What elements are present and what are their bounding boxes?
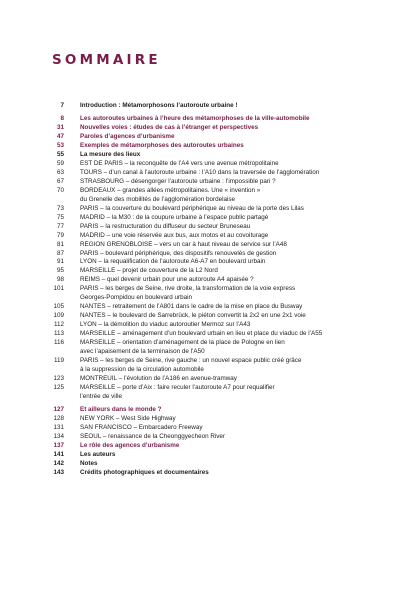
toc-page-number: 109 bbox=[53, 312, 64, 320]
toc-entry bbox=[0, 102, 418, 111]
toc-entry bbox=[0, 124, 418, 133]
toc-page-number: 53 bbox=[56, 142, 64, 150]
toc-entry bbox=[0, 169, 418, 178]
toc-page-number: 116 bbox=[53, 338, 64, 346]
toc-entry bbox=[0, 250, 418, 259]
toc-entry-title: NEW YORK – West Side Highway bbox=[80, 414, 176, 422]
toc-entry bbox=[0, 348, 418, 357]
toc-page-number: 59 bbox=[56, 160, 64, 168]
toc-page-number: 79 bbox=[56, 231, 64, 239]
toc-page-number: 119 bbox=[53, 356, 64, 364]
toc-entry-title: RÉGION GRENOBLOISE – vers un car à haut niveau de service sur l’A48 bbox=[80, 240, 287, 248]
toc-entry-title: REIMS – quel devenir urbain pour une autoroute A4 apaisée ? bbox=[80, 276, 254, 284]
toc-page-number: 67 bbox=[56, 178, 64, 185]
toc-page-number: 142 bbox=[53, 459, 64, 467]
toc-page-number: 70 bbox=[56, 186, 64, 194]
toc-page-number: 47 bbox=[56, 133, 64, 141]
toc-page-number: 75 bbox=[56, 213, 64, 221]
page-title: SOMMAIRE bbox=[52, 52, 161, 68]
toc-entry-title: PARIS – les berges de Seine, rive gauche : un nouvel espace public créé grâce bbox=[80, 356, 302, 364]
toc-entry-title: MONTREUIL – l’évolution de l’A186 en avenue-tramway bbox=[80, 374, 237, 382]
toc-entry-title: STRASBOURG – désengorger l’autoroute urbaine : l’impossible pari ? bbox=[80, 178, 276, 185]
toc-entry-title: du Grenelle des mobilités de l’agglomération bordelaise bbox=[80, 195, 236, 203]
toc-entry-title: à la suppression de la circulation automobile bbox=[80, 365, 204, 373]
toc-entry bbox=[0, 160, 418, 169]
toc-entry-title: SAN FRANCISCO – Embarcadero Freeway bbox=[80, 423, 203, 431]
toc-page-number: 87 bbox=[56, 249, 64, 257]
toc-entry bbox=[0, 267, 418, 276]
toc-entry bbox=[0, 460, 418, 469]
toc-entry bbox=[0, 241, 418, 250]
toc-page-number: 81 bbox=[56, 240, 64, 248]
toc-entry bbox=[0, 232, 418, 241]
toc-page-number: 128 bbox=[53, 414, 64, 422]
toc-page-number: 55 bbox=[56, 151, 64, 159]
toc-entry bbox=[0, 187, 418, 196]
toc-entry bbox=[0, 303, 418, 312]
toc-entry-title: Paroles d’agences d’urbanisme bbox=[80, 133, 175, 141]
toc-entry bbox=[0, 330, 418, 339]
toc-entry bbox=[0, 285, 418, 294]
toc-entry-title: MADRID – la M30 : de la coupure urbaine à l’espace public partagé bbox=[80, 213, 269, 221]
toc-entry-title: NANTES – retraitement de l’A801 dans le cadre de la mise en place du Busway bbox=[80, 303, 303, 311]
toc-entry bbox=[0, 133, 418, 142]
toc-page-number: 77 bbox=[56, 222, 64, 230]
toc-page-number: 137 bbox=[53, 441, 64, 449]
toc-entry bbox=[0, 294, 418, 303]
toc-entry-title: MARSEILLE – porte d’Aix : faire reculer l’autoroute A7 pour requalifier bbox=[80, 383, 275, 391]
toc-entry-title: PARIS – la restructuration du diffuseur du secteur Bruneseau bbox=[80, 222, 251, 230]
toc-entry-title: MADRID – une voie réservée aux bus, aux motos et au covoiturage bbox=[80, 231, 269, 239]
toc-entry bbox=[0, 451, 418, 460]
toc-entry-title: Nouvelles voies : études de cas à l’étranger et perspectives bbox=[80, 124, 259, 132]
toc-page-number: 73 bbox=[56, 204, 64, 212]
toc-entry bbox=[0, 406, 418, 415]
toc-page-number: 141 bbox=[53, 450, 64, 458]
toc-entry bbox=[0, 415, 418, 424]
toc-entry bbox=[0, 424, 418, 433]
toc-entry-title: TOURS – d’un canal à l’autoroute urbaine : l’A10 dans la traversée de l’agglomération bbox=[80, 169, 320, 177]
toc-entry bbox=[0, 115, 418, 124]
toc-entry-title: Et ailleurs dans le monde ? bbox=[80, 405, 162, 413]
table-of-contents bbox=[0, 102, 418, 477]
toc-page-number: 98 bbox=[56, 276, 64, 284]
toc-page-number: 143 bbox=[53, 468, 64, 476]
toc-entry bbox=[0, 276, 418, 285]
toc-entry bbox=[0, 469, 418, 478]
toc-entry-title: PARIS – la couverture du boulevard périphérique au niveau de la porte des Lilas bbox=[80, 204, 304, 212]
toc-entry bbox=[0, 196, 418, 205]
toc-page-number: 125 bbox=[53, 383, 64, 391]
toc-entry bbox=[0, 393, 418, 402]
toc-page-number: 127 bbox=[53, 405, 64, 413]
toc-entry bbox=[0, 321, 418, 330]
toc-page-number: 7 bbox=[60, 102, 64, 109]
toc-page-number: 91 bbox=[56, 258, 64, 266]
toc-entry-title: l’entrée de ville bbox=[80, 392, 123, 400]
toc-entry-title: LYON – la démolition du viaduc autoroutier Mermoz sur l’A43 bbox=[80, 321, 251, 328]
toc-entry bbox=[0, 142, 418, 151]
toc-entry bbox=[0, 151, 418, 160]
toc-entry-title: Notes bbox=[80, 459, 98, 467]
toc-entry-title: MARSEILLE – aménagement d’un boulevard urbain en lieu et place du viaduc de l’A55 bbox=[80, 329, 323, 337]
toc-page-number: 31 bbox=[56, 124, 64, 132]
toc-entry bbox=[0, 312, 418, 321]
toc-page-number: 63 bbox=[56, 169, 64, 177]
toc-entry bbox=[0, 375, 418, 384]
toc-entry bbox=[0, 366, 418, 375]
toc-entry-title: Introduction : Métamorphosons l’autoroute urbaine ! bbox=[80, 102, 238, 109]
toc-entry bbox=[0, 339, 418, 348]
toc-entry-title: BORDEAUX – grandes allées métropolitaines. Une « invention » bbox=[80, 186, 261, 194]
toc-entry-title: Exemples de métamorphoses des autoroutes urbaines bbox=[80, 142, 244, 150]
toc-entry bbox=[0, 205, 418, 214]
toc-entry-title: La mesure des lieux bbox=[80, 151, 141, 159]
toc-entry bbox=[0, 433, 418, 442]
toc-page-number: 113 bbox=[53, 329, 64, 337]
toc-page-number: 112 bbox=[53, 321, 64, 328]
toc-entry bbox=[0, 442, 418, 451]
toc-entry-title: NANTES – le boulevard de Sarrebrück, le piéton convertit la 2x2 en une 2x1 voie bbox=[80, 312, 306, 320]
toc-entry-title: EST DE PARIS – la reconquête de l’A4 vers une avenue métropolitaine bbox=[80, 160, 279, 168]
toc-entry-title: avec l’apaisement de la terminaison de l’A50 bbox=[80, 347, 205, 355]
toc-entry-title: PARIS – les berges de Seine, rive droite, la transformation de la voie express bbox=[80, 285, 296, 293]
toc-entry bbox=[0, 223, 418, 232]
toc-entry bbox=[0, 357, 418, 366]
toc-page-number: 95 bbox=[56, 267, 64, 275]
toc-entry-title: Crédits photographiques et documentaires bbox=[80, 468, 209, 476]
toc-entry-title: MARSEILLE – orientation d’aménagement de la place de Pologne en lien bbox=[80, 338, 285, 346]
toc-page-number: 134 bbox=[53, 432, 64, 440]
toc-entry bbox=[0, 384, 418, 393]
toc-entry bbox=[0, 178, 418, 187]
toc-entry-title: Les autoroutes urbaines à l’heure des métamorphoses de la ville-automobile bbox=[80, 115, 310, 123]
toc-entry-title: SÉOUL – renaissance de la Cheonggyecheon River bbox=[80, 432, 226, 440]
toc-entry-title: PARIS – boulevard périphérique, des dispositifs renouvelés de gestion bbox=[80, 249, 277, 257]
toc-entry-title: Les auteurs bbox=[80, 450, 116, 458]
toc-entry-title: MARSEILLE – projet de couverture de la L2 Nord bbox=[80, 267, 218, 275]
toc-entry bbox=[0, 214, 418, 223]
toc-entry bbox=[0, 258, 418, 267]
toc-page-number: 8 bbox=[60, 115, 64, 123]
toc-entry-title: Le rôle des agences d’urbanisme bbox=[80, 441, 180, 449]
toc-entry-title: LYON – la requalification de l’autoroute A6-A7 en boulevard urbain bbox=[80, 258, 266, 266]
toc-page-number: 123 bbox=[53, 374, 64, 382]
toc-entry-title: Georges-Pompidou en boulevard urbain bbox=[80, 294, 193, 302]
toc-page-number: 101 bbox=[53, 285, 64, 293]
toc-page-number: 131 bbox=[53, 423, 64, 431]
toc-page-number: 105 bbox=[53, 303, 64, 311]
